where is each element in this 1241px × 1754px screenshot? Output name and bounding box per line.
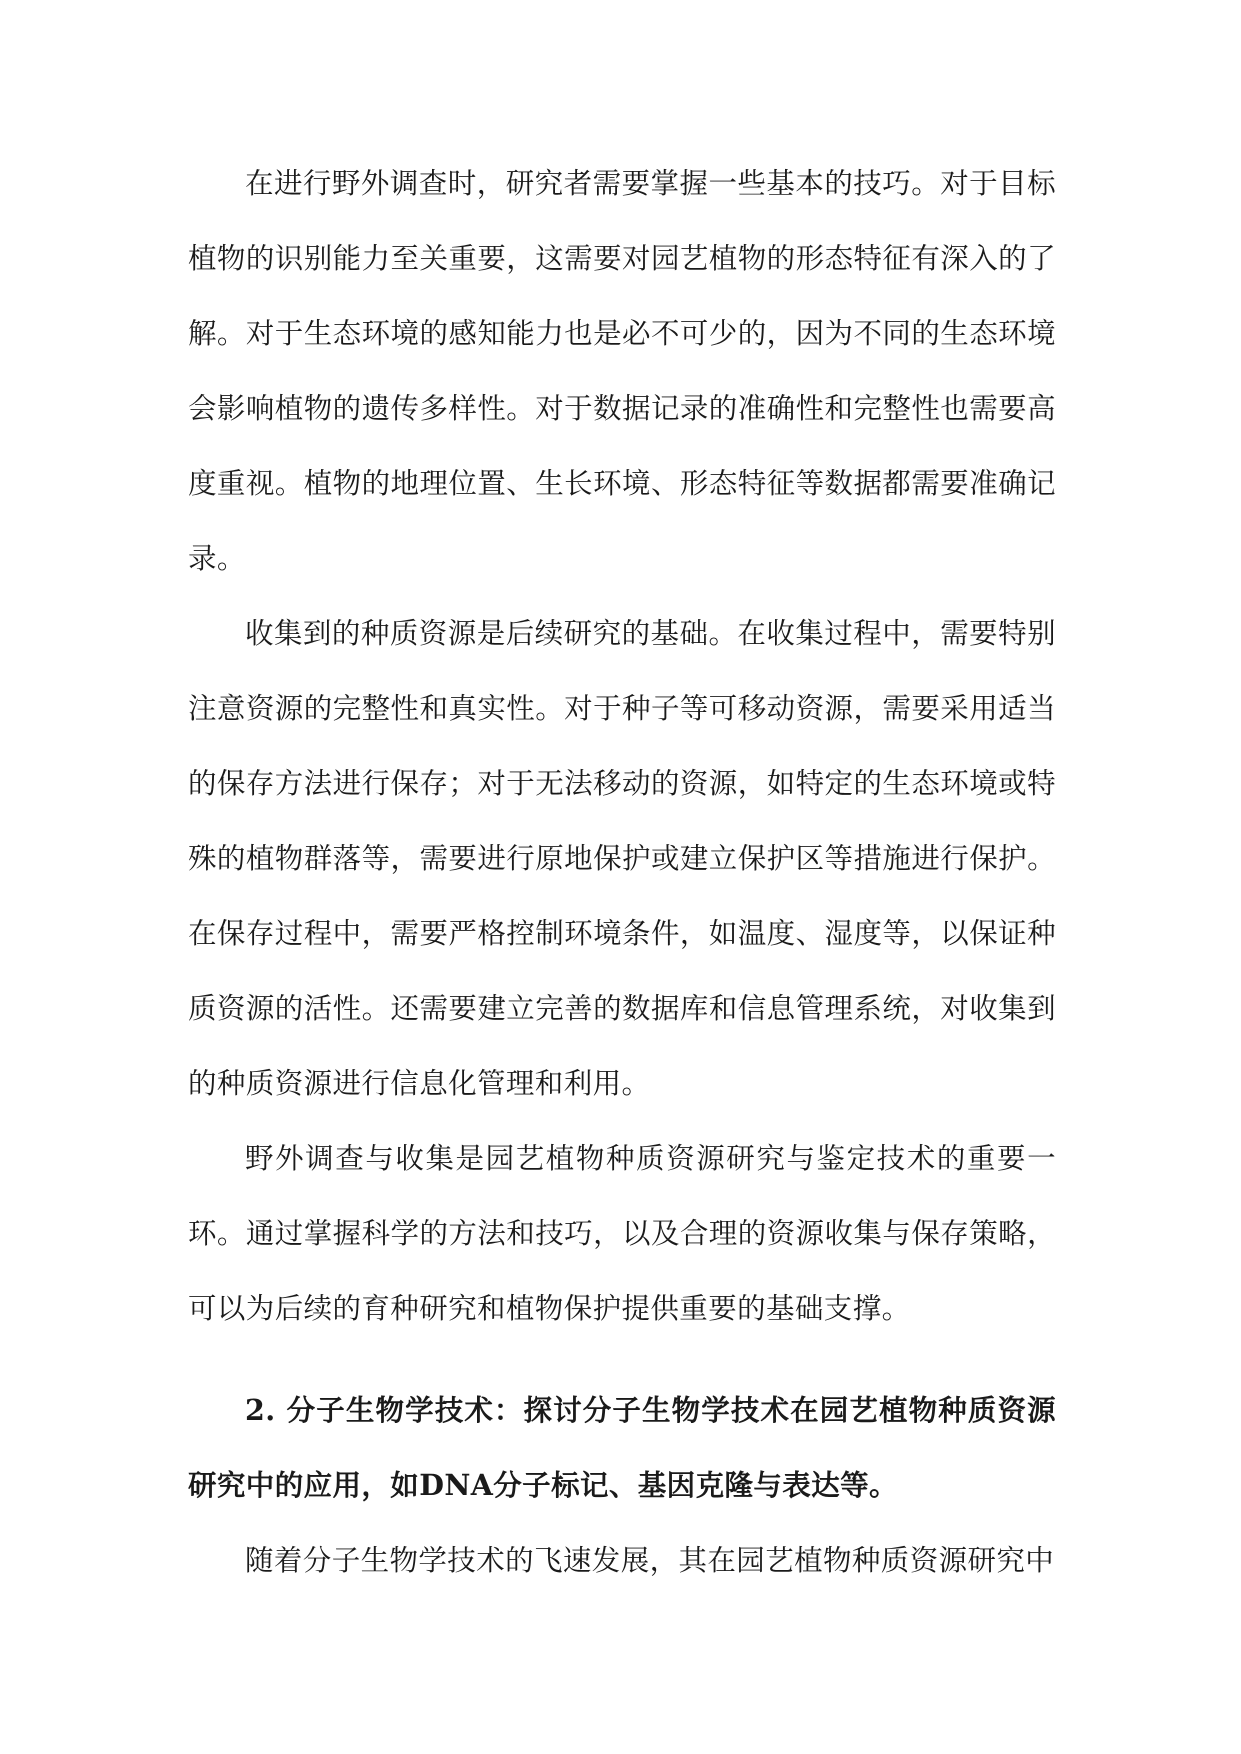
paragraph-molecular-intro: 随着分子生物学技术的飞速发展，其在园艺植物种质资源研究中 bbox=[245, 1544, 1055, 1577]
paragraph-field-survey-skills: 在进行野外调查时，研究者需要掌握一些基本的技巧。对于目标植物的识别能力至关重要，这需要对园艺植物的形态特征有深入的了解。对于生态环境的感知能力也是必不可少的，因为不同的生态环境会影响植物的遗传多样性。对于数据记录的准确性和完整性也需要高度重视。植物的地理位置、生长环境、形态特征等数据都需要准确记录。 bbox=[188, 167, 1056, 575]
paragraph-resource-preservation: 收集到的种质资源是后续研究的基础。在收集过程中，需要特别注意资源的完整性和真实性。对于种子等可移动资源，需要采用适当的保存方法进行保存；对于无法移动的资源，如特定的生态环境或特殊的植物群落等，需要进行原地保护或建立保护区等措施进行保护。在保存过程中，需要严格控制环境条件，如温度、湿度等，以保证种质资源的活性。还需要建立完善的数据库和信息管理系统，对收集到的种质资源进行信息化管理和利用。 bbox=[188, 617, 1056, 1100]
paragraph-survey-summary: 野外调查与收集是园艺植物种质资源研究与鉴定技术的重要一环。通过掌握科学的方法和技巧，以及合理的资源收集与保存策略，可以为后续的育种研究和植物保护提供重要的基础支撑。 bbox=[188, 1142, 1056, 1325]
section-heading-molecular-biology: 2. 分子生物学技术：探讨分子生物学技术在园艺植物种质资源研究中的应用，如DNA分子标记、基因克隆与表达等。 bbox=[188, 1393, 1056, 1502]
